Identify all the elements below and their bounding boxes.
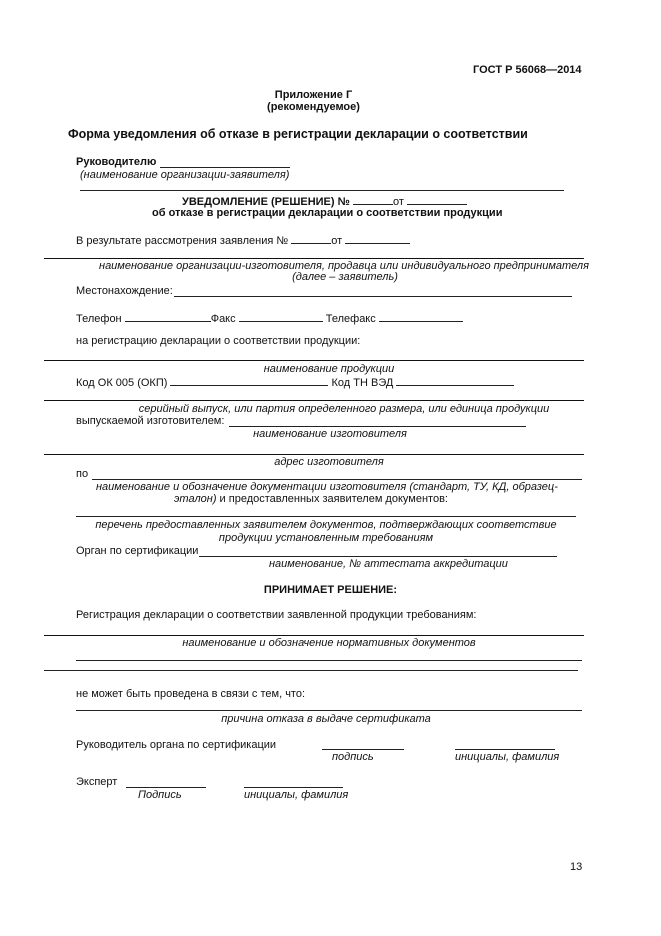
docs-list-hint-1: перечень предоставленных заявителем документов, подтверждающих соответствие [95, 519, 557, 531]
head-initials-line [455, 749, 555, 750]
notice-line2: об отказе в регистрации декларации о соответствии продукции [152, 207, 503, 219]
form-title: Форма уведомления об отказе в регистрации декларации о соответствии [68, 127, 528, 141]
reason-line [76, 710, 582, 711]
product-name-hint: наименование продукции [263, 363, 395, 375]
applicant-line [44, 258, 584, 259]
fax-field [239, 311, 323, 322]
application-from-label: от [331, 235, 343, 247]
notice-from-label: от [392, 196, 404, 208]
phone-label: Телефон [76, 313, 122, 325]
docs-list-line [76, 516, 576, 517]
phone-field [125, 311, 211, 322]
manufacturer-hint: наименование изготовителя [253, 428, 407, 440]
expert-signature-line [126, 787, 206, 788]
po-line [92, 479, 582, 480]
manufacturer-label: выпускаемой изготовителем: [76, 415, 225, 427]
location-label: Местонахождение: [76, 285, 173, 297]
cannot-text: не может быть проведена в связи с тем, что: [76, 688, 306, 700]
tnved-field [396, 375, 514, 386]
decision-registration-text: Регистрация декларации о соответствии заявленной продукции требованиям: [76, 609, 477, 621]
head-signature-line [322, 749, 404, 750]
appendix-title: Приложение Г [274, 89, 353, 101]
product-name-line [44, 360, 584, 361]
application-number-field [291, 233, 331, 244]
docs-hint-2 [174, 493, 448, 506]
codes-line [76, 375, 514, 390]
notice-date-field [407, 194, 467, 205]
reason-hint: причина отказа в выдаче сертификата [221, 713, 431, 725]
docs-hint-1: наименование и обозначение документации изготовителя (стандарт, ТУ, КД, образец- [96, 481, 558, 493]
norm-docs-line-3 [44, 670, 578, 671]
norm-docs-line [44, 635, 584, 636]
manufacturer-line [229, 426, 526, 427]
location-line [174, 296, 572, 297]
head-initials-hint: инициалы, фамилия [455, 751, 560, 763]
fax-label: Факс [210, 313, 236, 325]
notice-number-field [353, 194, 393, 205]
appendix-subtitle: (рекомендуемое) [267, 101, 360, 113]
expert-initials-line [244, 787, 343, 788]
expert-initials-hint: инициалы, фамилия [244, 789, 349, 801]
application-date-field [345, 233, 410, 244]
telefax-label: Телефакс [325, 313, 376, 325]
head-signature-hint: подпись [332, 751, 374, 763]
po-label: по [76, 468, 89, 480]
series-hint: серийный выпуск, или партия определенного размера, или единица продукции [138, 403, 550, 415]
okp-label: Код ОК 005 (ОКП) [76, 377, 168, 389]
norm-docs-line-2 [76, 660, 582, 661]
addressee-line [160, 167, 290, 168]
address-line [44, 454, 584, 455]
contacts-line [76, 311, 463, 326]
expert-signature-hint: Подпись [138, 789, 182, 801]
cert-body-label: Орган по сертификации [76, 545, 199, 557]
tnved-label: Код ТН ВЭД [331, 377, 394, 389]
cert-body-line [199, 556, 557, 557]
applicant-hint-2: (далее – заявитель) [292, 271, 398, 283]
decision-heading: ПРИНИМАЕТ РЕШЕНИЕ: [263, 584, 398, 596]
docs-list-hint-2: продукции установленным требованиям [218, 532, 434, 544]
series-line [44, 400, 584, 401]
applicant-hint-1: наименование организации-изготовителя, продавца или индивидуального предпринимателя [99, 260, 589, 272]
expert-label: Эксперт [76, 776, 118, 788]
standard-header: ГОСТ Р 56068—2014 [473, 64, 582, 76]
application-line [76, 233, 410, 248]
telefax-field [379, 311, 463, 322]
addressee-label: Руководителю [76, 156, 157, 168]
application-label: В результате рассмотрения заявления № [76, 235, 289, 247]
registration-text: на регистрацию декларации о соответствии продукции: [76, 335, 361, 347]
docs-hint-2a: эталон) [174, 493, 217, 505]
notice-number-label: УВЕДОМЛЕНИЕ (РЕШЕНИЕ) № [182, 196, 350, 208]
norm-docs-hint: наименование и обозначение нормативных документов [182, 637, 476, 649]
cert-body-hint: наименование, № аттестата аккредитации [269, 558, 508, 570]
page-number: 13 [570, 861, 583, 873]
address-hint: адрес изготовителя [274, 456, 384, 468]
addressee-line-2 [80, 190, 564, 191]
addressee-hint: (наименование организации-заявителя) [80, 169, 290, 181]
okp-field [170, 375, 328, 386]
head-label: Руководитель органа по сертификации [76, 739, 277, 751]
docs-hint-2b: и предоставленных заявителем документов: [219, 493, 448, 505]
